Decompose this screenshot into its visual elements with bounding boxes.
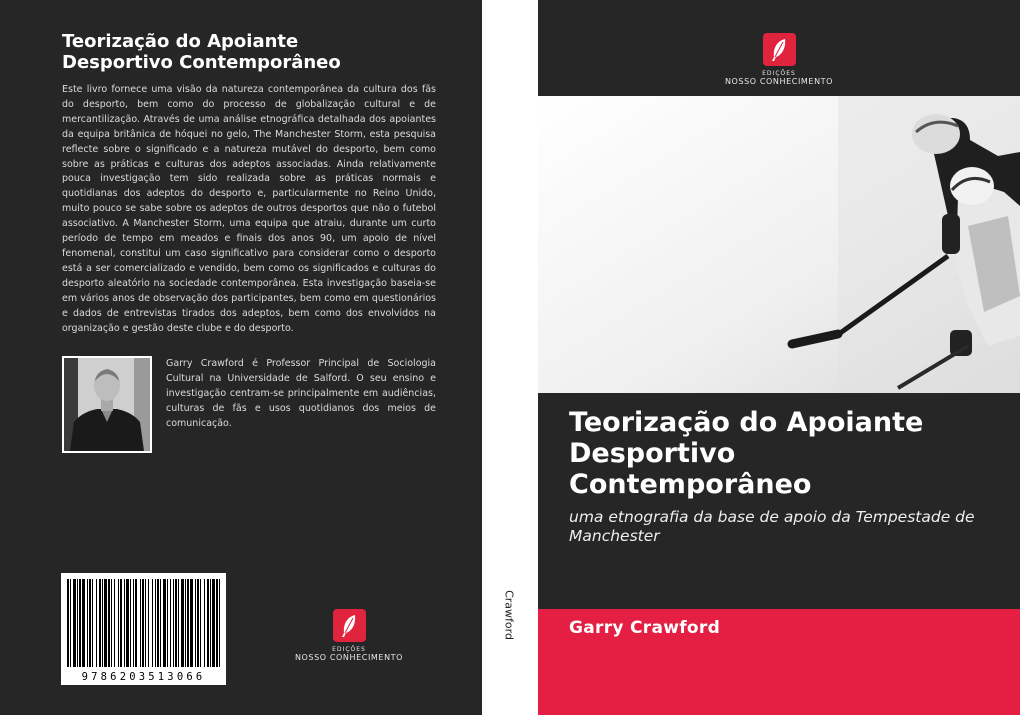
barcode-bar <box>197 579 199 667</box>
barcode-bar <box>118 579 119 667</box>
barcode-bar <box>92 579 93 667</box>
publisher-name: NOSSO CONHECIMENTO <box>294 653 404 662</box>
publisher-logo-icon <box>333 609 366 642</box>
front-title-line-2: Desportivo <box>569 438 736 469</box>
barcode-bar <box>175 579 177 667</box>
publisher-small-label: EDIÇÕES <box>332 646 366 653</box>
barcode-bar <box>178 579 179 667</box>
barcode-bar <box>207 579 209 667</box>
barcode-bar <box>99 579 101 667</box>
front-title-line-3: Contemporâneo <box>569 469 812 500</box>
front-title-block <box>538 393 1020 609</box>
front-subtitle: uma etnografia da base de apoio da Tempestade de Manchester <box>569 508 975 545</box>
barcode-bar <box>157 579 159 667</box>
front-title <box>569 407 999 500</box>
barcode-bar <box>87 579 88 667</box>
barcode-bar <box>96 579 97 667</box>
barcode-bars <box>61 573 226 669</box>
barcode-bar <box>82 579 85 667</box>
barcode-bar <box>70 579 71 667</box>
barcode-bar <box>187 579 189 667</box>
barcode-bar <box>111 579 112 667</box>
barcode-bar <box>120 579 122 667</box>
barcode-bar <box>167 579 168 667</box>
front-author-band <box>538 609 1020 715</box>
barcode-bar <box>124 579 125 667</box>
back-cover <box>0 0 482 715</box>
barcode-bar <box>210 579 211 667</box>
barcode-bar <box>204 579 205 667</box>
barcode-bar <box>148 579 149 667</box>
barcode-bar <box>108 579 110 667</box>
feather-icon <box>769 38 789 62</box>
barcode-bar <box>73 579 76 667</box>
barcode-bar <box>185 579 186 667</box>
front-publisher-logo <box>706 33 852 86</box>
barcode-bar <box>152 579 153 667</box>
barcode-bar <box>212 579 215 667</box>
barcode-bar <box>77 579 78 667</box>
barcode-bar <box>114 579 115 667</box>
barcode-bar <box>67 579 69 667</box>
barcode-bar <box>140 579 141 667</box>
front-title-line-1: Teorização do Apoiante <box>569 407 924 438</box>
barcode-bar <box>173 579 174 667</box>
feather-icon <box>339 614 359 638</box>
barcode-bar <box>181 579 184 667</box>
publisher-small-label: EDIÇÕES <box>762 70 796 77</box>
back-title-line-2: Desportivo Contemporâneo <box>62 52 341 73</box>
barcode-bar <box>135 579 137 667</box>
barcode-number: 9786203513066 <box>81 671 206 683</box>
barcode-bar <box>126 579 129 667</box>
barcode-bar <box>163 579 166 667</box>
barcode-bar <box>219 579 220 667</box>
publisher-name: NOSSO CONHECIMENTO <box>724 77 834 86</box>
barcode-bar <box>142 579 144 667</box>
barcode-bar <box>130 579 131 667</box>
author-photo <box>62 356 152 453</box>
barcode-bar <box>190 579 193 667</box>
barcode-bar <box>102 579 103 667</box>
barcode-bar <box>155 579 156 667</box>
barcode-bar <box>200 579 201 667</box>
publisher-logo-icon <box>763 33 796 66</box>
author-bio: Garry Crawford é Professor Principal de Sociologia Cultural na Universidade de Salford. O seu ensino e investigação centram-se principalmente em audiências, culturas de fãs e usos quotidianos dos meios de comunicação. <box>166 358 436 429</box>
back-publisher-logo <box>284 609 414 662</box>
barcode-bar <box>145 579 146 667</box>
barcode-bar <box>104 579 107 667</box>
barcode-bar <box>160 579 161 667</box>
barcode <box>61 573 226 685</box>
barcode-bar <box>133 579 134 667</box>
barcode-bar <box>79 579 81 667</box>
back-title <box>62 31 442 73</box>
barcode-bar <box>216 579 218 667</box>
spine-author: Crawford <box>502 590 516 640</box>
back-description: Este livro fornece uma visão da natureza contemporânea da cultura dos fãs do desporto, bem como do processo de globalização cultural e de mercantilização. Através de uma análise etnográfica detalhada dos apoiantes da equipa britânica de hóquei no gelo, The Manchester Storm, esta pesquisa reflecte sobre o significado e a natureza mutável do desporto, bem como sobre as práticas e culturas dos adeptos associadas. Ainda relativamente pouca investigação tem sido realizada sobre as práticas normais e quotidianas dos adeptos do desporto e, particularmente no Reino Unido, muito pouco se sabe sobre os adeptos de outros desportos que não o futebol associativo. A Manchester Storm, uma equipa que atraiu, durante um curto período de tempo em meados e finais dos anos 90, um apoio de nível fenomenal, constitui um caso significativo para considerar como o desporto está a ser comercializado e vendido, bem como os significados e culturas do desporto aleatório na sociedade contemporânea. Esta investigação baseia-se em vários anos de observação dos participantes, bem como em questionários e dados de entrevistas tirados dos adeptos, bem como dos envolvidos na organização e gestão deste clube e do desporto. <box>62 84 436 334</box>
barcode-bar <box>195 579 196 667</box>
front-top-band <box>538 0 1020 96</box>
front-author: Garry Crawford <box>569 618 721 638</box>
barcode-bar <box>170 579 171 667</box>
barcode-bar <box>89 579 91 667</box>
back-title-line-1: Teorização do Apoiante <box>62 31 299 52</box>
hockey-photo <box>538 96 1020 393</box>
